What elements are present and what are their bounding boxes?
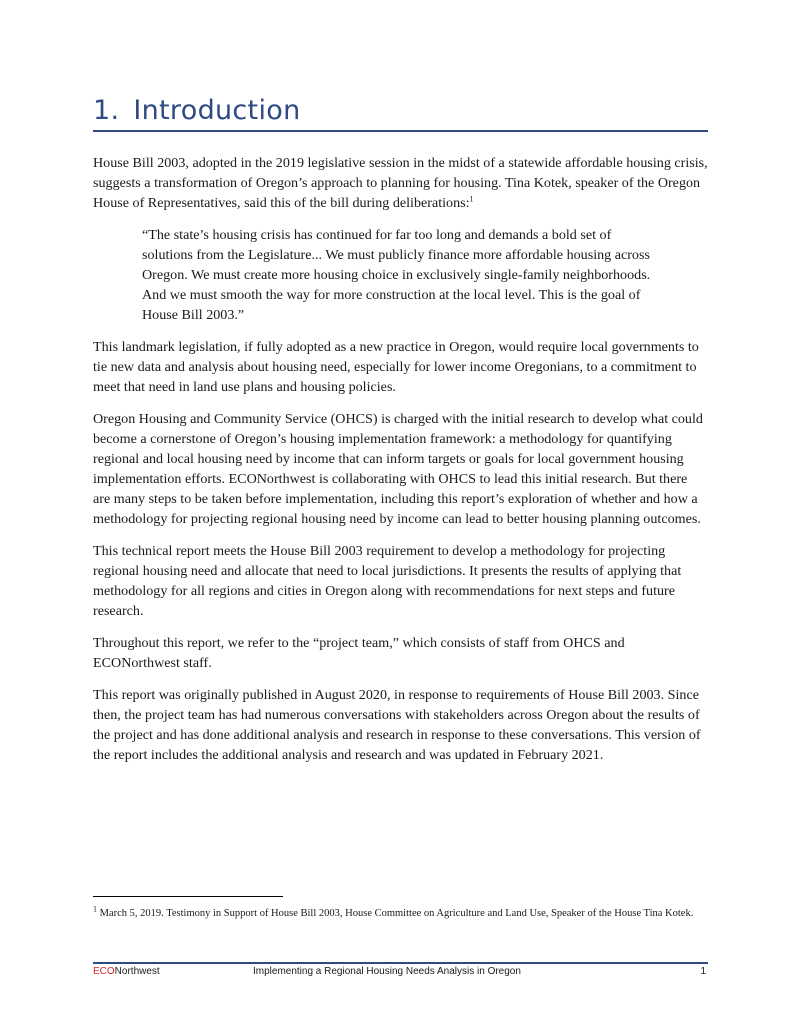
paragraph-2: This landmark legislation, if fully adopted as a new practice in Oregon, would require local governments to tie new data and analysis about housing need, especially for lower income Oregonians, to a commitment to meet that need in land use plans and housing policies. — [93, 339, 699, 395]
footer-brand — [93, 965, 160, 979]
footer-title: Implementing a Regional Housing Needs Analysis in Oregon — [253, 966, 521, 977]
footnote-ref[interactable]: 1 — [469, 194, 474, 204]
page-number: 1 — [700, 966, 706, 977]
paragraph-1-text: House Bill 2003, adopted in the 2019 legislative session in the midst of a statewide affordable housing crisis, suggests a transformation of Oregon’s approach to planning for housing. Tina Kotek, speaker of the Oregon House of Representatives, said this of the bill during deliberations: — [93, 155, 708, 211]
brand-eco: ECO — [93, 966, 115, 977]
footer-divider — [93, 962, 708, 964]
footnote-divider — [93, 896, 283, 897]
footnote-text: March 5, 2019. Testimony in Support of House Bill 2003, House Committee on Agriculture and Land Use, Speaker of the House Tina Kotek. — [99, 908, 694, 919]
brand-rest: Northwest — [114, 966, 160, 977]
body-text — [93, 153, 708, 777]
footnote — [93, 906, 708, 922]
paragraph-3: Oregon Housing and Community Service (OHCS) is charged with the initial research to develop what could become a cornerstone of Oregon’s housing implementation framework: a methodology for quantifying regional and local housing need by income that can inform targets or goals for local government housing implementation efforts. ECONorthwest is collaborating with OHCS to lead this initial research. But there are many steps to be taken before implementation, including this report’s exploration of whether and how a methodology for projecting regional housing need by income can lead to better housing planning outcomes. — [93, 411, 703, 527]
section-title: Introduction — [133, 95, 301, 126]
paragraph-1 — [93, 153, 708, 213]
section-number: 1. — [93, 95, 120, 126]
page-footer — [93, 965, 708, 979]
paragraph-6: This report was originally published in August 2020, in response to requirements of House Bill 2003. Since then, the project team has had numerous conversations with stakeholders across Oregon about the results of the project and has done additional analysis and research in response to these conversations. This version of the report includes the additional analysis and research and was updated in February 2021. — [93, 687, 701, 763]
paragraph-4: This technical report meets the House Bill 2003 requirement to develop a methodology for projecting regional housing need and allocate that need to local jurisdictions. It presents the results of applying that methodology for all regions and cities in Oregon along with recommendations for next steps and future research. — [93, 543, 682, 619]
block-quote: “The state’s housing crisis has continued for far too long and demands a bold set of solutions from the Legislature... We must publicly finance more affordable housing across Oregon. We must create more housing choice in exclusively single-family neighborhoods. And we must smooth the way for more construction at the local level. This is the goal of House Bill 2003.” — [142, 227, 651, 323]
section-heading — [93, 94, 708, 132]
page-title — [93, 94, 708, 128]
footnote-mark: 1 — [93, 904, 97, 914]
paragraph-5: Throughout this report, we refer to the “project team,” which consists of staff from OHCS and ECONorthwest staff. — [93, 635, 625, 671]
